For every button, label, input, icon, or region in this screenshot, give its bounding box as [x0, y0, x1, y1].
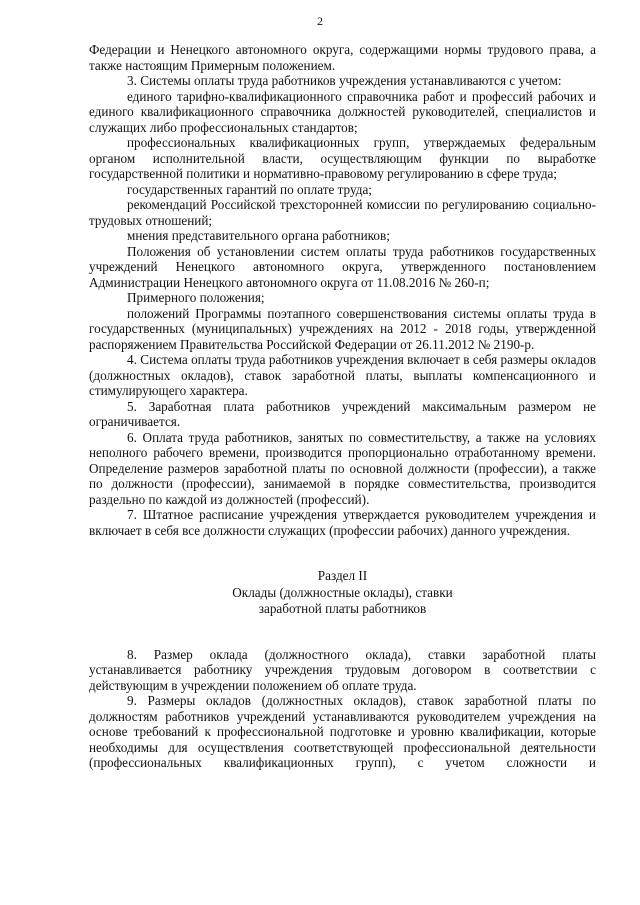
paragraph: 8. Размер оклада (должностного оклада), ставки заработной платы устанавливается работнику учреждения трудовым договором в соответствии с действующим в учреждении положением об оплате труда.: [89, 646, 596, 693]
section-title: заработной платы работников: [258, 601, 427, 616]
paragraph: профессиональных квалификационных групп, утверждаемых федеральным органом исполнительной власти, осуществляющим функции по выработке государственной политики и нормативно-правовому регулированию в сфере труда;: [89, 135, 596, 181]
paragraph: Положения об установлении систем оплаты труда работников государственных учреждений Ненецкого автономного округа, утвержденного постановлением Администрации Ненецкого автономного округа от 11.08.2016 № 260-п;: [89, 243, 596, 290]
paragraph: 4. Система оплаты труда работников учреждения включает в себя размеры окладов (должностных окладов), ставок заработной платы, выплаты компенсационного и стимулирующего характера.: [89, 352, 596, 398]
paragraph: государственных гарантий по оплате труда;: [127, 181, 372, 197]
paragraph: единого тарифно-квалификационного справочника работ и профессий рабочих и единого квалификационного справочника должностей руководителей, специалистов и служащих либо профессиональных стандартов;: [89, 88, 596, 135]
paragraph: положений Программы поэтапного совершенствования системы оплаты труда в государственных (муниципальных) учреждениях на 2012 - 2018 годы, утвержденной распоряжением Правительства Российской Федерации от 26.11.2012 № 2190-р.: [89, 305, 596, 352]
paragraph: 5. Заработная плата работников учреждений максимальным размером не ограничивается.: [89, 398, 596, 429]
paragraph: Примерного положения;: [127, 290, 265, 305]
document-body: [89, 42, 596, 771]
paragraph: мнения представительного органа работников;: [127, 228, 390, 243]
paragraph: 7. Штатное расписание учреждения утверждается руководителем учреждения и включает в себя все должности служащих (профессии рабочих) данного учреждения.: [89, 507, 596, 538]
paragraph: рекомендаций Российской трехсторонней комиссии по регулированию социально-трудовых отношений;: [89, 197, 596, 228]
paragraph: 3. Системы оплаты труда работников учреждения устанавливаются с учетом:: [127, 73, 562, 88]
paragraph: 6. Оплата труда работников, занятых по совместительству, а также на условиях неполного рабочего времени, производится пропорционально отработанному времени. Определение размеров заработной платы по основной должности (профессии), а также по должности (профессии), занимаемой в порядке совместительства, производится раздельно по каждой из должностей (профессий).: [89, 429, 596, 507]
section-title: Оклады (должностные оклады), ставки: [232, 584, 453, 600]
section-heading: [89, 568, 596, 618]
section-number: Раздел II: [317, 568, 368, 583]
paragraph: Федерации и Ненецкого автономного округа, содержащими нормы трудового права, а также настоящим Примерным положением.: [89, 42, 596, 73]
paragraph: 9. Размеры окладов (должностных окладов), ставок заработной платы по должностям работников учреждений устанавливаются руководителем учреждения на основе требований к профессиональной подготовке и уровню квалификации, которые необходимы для осуществления соответствующей профессиональной деятельности (профессиональных квалификационных групп), с учетом сложности и: [89, 693, 596, 770]
page-number: 2: [317, 14, 323, 28]
